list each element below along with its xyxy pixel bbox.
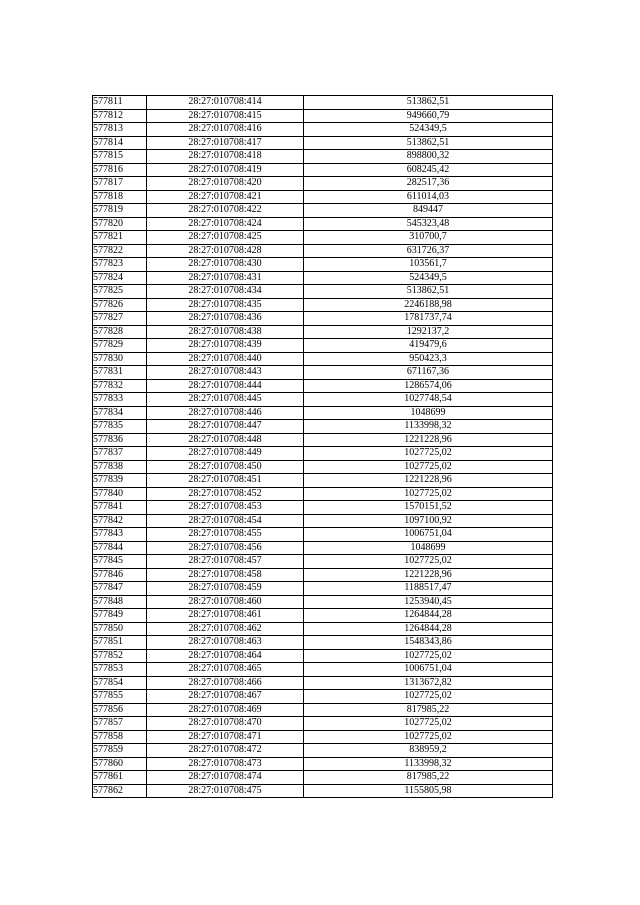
- value-cell: 310700,7: [304, 231, 553, 245]
- row-id-cell: 577859: [93, 744, 147, 758]
- row-id-cell: 577840: [93, 487, 147, 501]
- row-id-cell: 577855: [93, 690, 147, 704]
- table-row: [93, 501, 553, 515]
- table-row: [93, 177, 553, 191]
- cadastral-number-cell: 28:27:010708:457: [147, 555, 304, 569]
- cadastral-number-cell: 28:27:010708:425: [147, 231, 304, 245]
- table-row: [93, 325, 553, 339]
- cadastral-number-cell: 28:27:010708:447: [147, 420, 304, 434]
- cadastral-number-cell: 28:27:010708:470: [147, 717, 304, 731]
- row-id-cell: 577823: [93, 258, 147, 272]
- table-row: [93, 447, 553, 461]
- cadastral-number-cell: 28:27:010708:451: [147, 474, 304, 488]
- value-cell: 1027725,02: [304, 555, 553, 569]
- table-row: [93, 568, 553, 582]
- value-cell: 524349,5: [304, 123, 553, 137]
- value-cell: 1027725,02: [304, 447, 553, 461]
- value-cell: 1221228,96: [304, 568, 553, 582]
- row-id-cell: 577850: [93, 622, 147, 636]
- table-row: [93, 460, 553, 474]
- value-cell: 1781737,74: [304, 312, 553, 326]
- table-row: [93, 771, 553, 785]
- cadastral-number-cell: 28:27:010708:460: [147, 595, 304, 609]
- table-row: [93, 649, 553, 663]
- row-id-cell: 577836: [93, 433, 147, 447]
- row-id-cell: 577862: [93, 784, 147, 798]
- table-row: [93, 244, 553, 258]
- value-cell: 1221228,96: [304, 474, 553, 488]
- value-cell: 1006751,04: [304, 528, 553, 542]
- table-row: [93, 555, 553, 569]
- cadastral-number-cell: 28:27:010708:419: [147, 163, 304, 177]
- row-id-cell: 577846: [93, 568, 147, 582]
- table-row: [93, 663, 553, 677]
- table-row: [93, 271, 553, 285]
- value-cell: 1188517,47: [304, 582, 553, 596]
- cadastral-number-cell: 28:27:010708:464: [147, 649, 304, 663]
- row-id-cell: 577818: [93, 190, 147, 204]
- row-id-cell: 577848: [93, 595, 147, 609]
- value-cell: 631726,37: [304, 244, 553, 258]
- cadastral-number-cell: 28:27:010708:463: [147, 636, 304, 650]
- value-cell: 1097100,92: [304, 514, 553, 528]
- cadastral-number-cell: 28:27:010708:449: [147, 447, 304, 461]
- value-cell: 1253940,45: [304, 595, 553, 609]
- row-id-cell: 577827: [93, 312, 147, 326]
- row-id-cell: 577837: [93, 447, 147, 461]
- value-cell: 1027725,02: [304, 717, 553, 731]
- row-id-cell: 577839: [93, 474, 147, 488]
- row-id-cell: 577831: [93, 366, 147, 380]
- table-row: [93, 703, 553, 717]
- table-row: [93, 433, 553, 447]
- row-id-cell: 577825: [93, 285, 147, 299]
- value-cell: 1027725,02: [304, 690, 553, 704]
- table-row: [93, 285, 553, 299]
- value-cell: 949660,79: [304, 109, 553, 123]
- table-row: [93, 514, 553, 528]
- table-body: [93, 96, 553, 798]
- cadastral-number-cell: 28:27:010708:456: [147, 541, 304, 555]
- table-row: [93, 406, 553, 420]
- row-id-cell: 577829: [93, 339, 147, 353]
- table-row: [93, 541, 553, 555]
- value-cell: 1313672,82: [304, 676, 553, 690]
- row-id-cell: 577844: [93, 541, 147, 555]
- cadastral-number-cell: 28:27:010708:458: [147, 568, 304, 582]
- table-row: [93, 109, 553, 123]
- row-id-cell: 577851: [93, 636, 147, 650]
- cadastral-number-cell: 28:27:010708:434: [147, 285, 304, 299]
- table-row: [93, 217, 553, 231]
- row-id-cell: 577821: [93, 231, 147, 245]
- value-cell: 1264844,28: [304, 609, 553, 623]
- cadastral-number-cell: 28:27:010708:439: [147, 339, 304, 353]
- cadastral-number-cell: 28:27:010708:467: [147, 690, 304, 704]
- cadastral-number-cell: 28:27:010708:428: [147, 244, 304, 258]
- row-id-cell: 577843: [93, 528, 147, 542]
- row-id-cell: 577841: [93, 501, 147, 515]
- row-id-cell: 577845: [93, 555, 147, 569]
- cadastral-number-cell: 28:27:010708:443: [147, 366, 304, 380]
- cadastral-number-cell: 28:27:010708:422: [147, 204, 304, 218]
- value-cell: 419479,6: [304, 339, 553, 353]
- value-cell: 1133998,32: [304, 420, 553, 434]
- cadastral-number-cell: 28:27:010708:473: [147, 757, 304, 771]
- cadastral-number-cell: 28:27:010708:453: [147, 501, 304, 515]
- table-row: [93, 420, 553, 434]
- table-row: [93, 204, 553, 218]
- table-row: [93, 393, 553, 407]
- table-row: [93, 366, 553, 380]
- cadastral-number-cell: 28:27:010708:454: [147, 514, 304, 528]
- table-row: [93, 163, 553, 177]
- row-id-cell: 577842: [93, 514, 147, 528]
- cadastral-number-cell: 28:27:010708:462: [147, 622, 304, 636]
- value-cell: 524349,5: [304, 271, 553, 285]
- cadastral-number-cell: 28:27:010708:448: [147, 433, 304, 447]
- value-cell: 1048699: [304, 406, 553, 420]
- value-cell: 513862,51: [304, 96, 553, 110]
- row-id-cell: 577835: [93, 420, 147, 434]
- row-id-cell: 577819: [93, 204, 147, 218]
- cadastral-number-cell: 28:27:010708:438: [147, 325, 304, 339]
- row-id-cell: 577833: [93, 393, 147, 407]
- cadastral-number-cell: 28:27:010708:459: [147, 582, 304, 596]
- value-cell: 1221228,96: [304, 433, 553, 447]
- row-id-cell: 577814: [93, 136, 147, 150]
- cadastral-number-cell: 28:27:010708:472: [147, 744, 304, 758]
- table-row: [93, 528, 553, 542]
- row-id-cell: 577826: [93, 298, 147, 312]
- cadastral-number-cell: 28:27:010708:420: [147, 177, 304, 191]
- cadastral-number-cell: 28:27:010708:445: [147, 393, 304, 407]
- table-row: [93, 730, 553, 744]
- row-id-cell: 577815: [93, 150, 147, 164]
- row-id-cell: 577816: [93, 163, 147, 177]
- table-row: [93, 636, 553, 650]
- table-row: [93, 474, 553, 488]
- data-table: [92, 95, 553, 798]
- cadastral-number-cell: 28:27:010708:474: [147, 771, 304, 785]
- table-row: [93, 595, 553, 609]
- value-cell: 1133998,32: [304, 757, 553, 771]
- value-cell: 1292137,2: [304, 325, 553, 339]
- value-cell: 898800,32: [304, 150, 553, 164]
- row-id-cell: 577858: [93, 730, 147, 744]
- value-cell: 611014,03: [304, 190, 553, 204]
- row-id-cell: 577856: [93, 703, 147, 717]
- row-id-cell: 577820: [93, 217, 147, 231]
- table-row: [93, 190, 553, 204]
- cadastral-number-cell: 28:27:010708:471: [147, 730, 304, 744]
- cadastral-number-cell: 28:27:010708:435: [147, 298, 304, 312]
- table-row: [93, 136, 553, 150]
- value-cell: 103561,7: [304, 258, 553, 272]
- cadastral-number-cell: 28:27:010708:430: [147, 258, 304, 272]
- value-cell: 282517,36: [304, 177, 553, 191]
- row-id-cell: 577847: [93, 582, 147, 596]
- value-cell: 1548343,86: [304, 636, 553, 650]
- cadastral-number-cell: 28:27:010708:475: [147, 784, 304, 798]
- table-row: [93, 622, 553, 636]
- cadastral-number-cell: 28:27:010708:466: [147, 676, 304, 690]
- table-row: [93, 379, 553, 393]
- row-id-cell: 577813: [93, 123, 147, 137]
- table-row: [93, 352, 553, 366]
- cadastral-number-cell: 28:27:010708:417: [147, 136, 304, 150]
- table-row: [93, 96, 553, 110]
- table-row: [93, 339, 553, 353]
- table-row: [93, 582, 553, 596]
- table-row: [93, 676, 553, 690]
- table-row: [93, 717, 553, 731]
- table-row: [93, 298, 553, 312]
- row-id-cell: 577824: [93, 271, 147, 285]
- value-cell: 1048699: [304, 541, 553, 555]
- row-id-cell: 577822: [93, 244, 147, 258]
- table-row: [93, 150, 553, 164]
- row-id-cell: 577832: [93, 379, 147, 393]
- row-id-cell: 577849: [93, 609, 147, 623]
- cadastral-number-cell: 28:27:010708:444: [147, 379, 304, 393]
- row-id-cell: 577812: [93, 109, 147, 123]
- table-row: [93, 757, 553, 771]
- value-cell: 1027748,54: [304, 393, 553, 407]
- cadastral-number-cell: 28:27:010708:461: [147, 609, 304, 623]
- table-row: [93, 784, 553, 798]
- value-cell: 1006751,04: [304, 663, 553, 677]
- value-cell: 1027725,02: [304, 730, 553, 744]
- cadastral-number-cell: 28:27:010708:452: [147, 487, 304, 501]
- value-cell: 2246188,98: [304, 298, 553, 312]
- row-id-cell: 577861: [93, 771, 147, 785]
- table-row: [93, 231, 553, 245]
- cadastral-number-cell: 28:27:010708:469: [147, 703, 304, 717]
- value-cell: 1286574,06: [304, 379, 553, 393]
- row-id-cell: 577817: [93, 177, 147, 191]
- value-cell: 513862,51: [304, 285, 553, 299]
- row-id-cell: 577860: [93, 757, 147, 771]
- value-cell: 513862,51: [304, 136, 553, 150]
- cadastral-number-cell: 28:27:010708:450: [147, 460, 304, 474]
- cadastral-number-cell: 28:27:010708:418: [147, 150, 304, 164]
- row-id-cell: 577838: [93, 460, 147, 474]
- cadastral-number-cell: 28:27:010708:421: [147, 190, 304, 204]
- table-row: [93, 487, 553, 501]
- value-cell: 950423,3: [304, 352, 553, 366]
- table-row: [93, 258, 553, 272]
- table-row: [93, 123, 553, 137]
- value-cell: 849447: [304, 204, 553, 218]
- row-id-cell: 577852: [93, 649, 147, 663]
- row-id-cell: 577811: [93, 96, 147, 110]
- value-cell: 1027725,02: [304, 460, 553, 474]
- table-row: [93, 609, 553, 623]
- value-cell: 608245,42: [304, 163, 553, 177]
- value-cell: 671167,36: [304, 366, 553, 380]
- cadastral-number-cell: 28:27:010708:465: [147, 663, 304, 677]
- cadastral-number-cell: 28:27:010708:414: [147, 96, 304, 110]
- table-row: [93, 312, 553, 326]
- value-cell: 1155805,98: [304, 784, 553, 798]
- cadastral-number-cell: 28:27:010708:455: [147, 528, 304, 542]
- value-cell: 1027725,02: [304, 649, 553, 663]
- cadastral-number-cell: 28:27:010708:416: [147, 123, 304, 137]
- cadastral-number-cell: 28:27:010708:446: [147, 406, 304, 420]
- value-cell: 838959,2: [304, 744, 553, 758]
- table-row: [93, 690, 553, 704]
- cadastral-number-cell: 28:27:010708:431: [147, 271, 304, 285]
- table-row: [93, 744, 553, 758]
- row-id-cell: 577830: [93, 352, 147, 366]
- value-cell: 1027725,02: [304, 487, 553, 501]
- cadastral-number-cell: 28:27:010708:415: [147, 109, 304, 123]
- cadastral-number-cell: 28:27:010708:440: [147, 352, 304, 366]
- row-id-cell: 577834: [93, 406, 147, 420]
- value-cell: 545323,48: [304, 217, 553, 231]
- value-cell: 817985,22: [304, 703, 553, 717]
- row-id-cell: 577857: [93, 717, 147, 731]
- row-id-cell: 577854: [93, 676, 147, 690]
- cadastral-number-cell: 28:27:010708:436: [147, 312, 304, 326]
- cadastral-number-cell: 28:27:010708:424: [147, 217, 304, 231]
- value-cell: 1570151,52: [304, 501, 553, 515]
- value-cell: 817985,22: [304, 771, 553, 785]
- row-id-cell: 577828: [93, 325, 147, 339]
- row-id-cell: 577853: [93, 663, 147, 677]
- value-cell: 1264844,28: [304, 622, 553, 636]
